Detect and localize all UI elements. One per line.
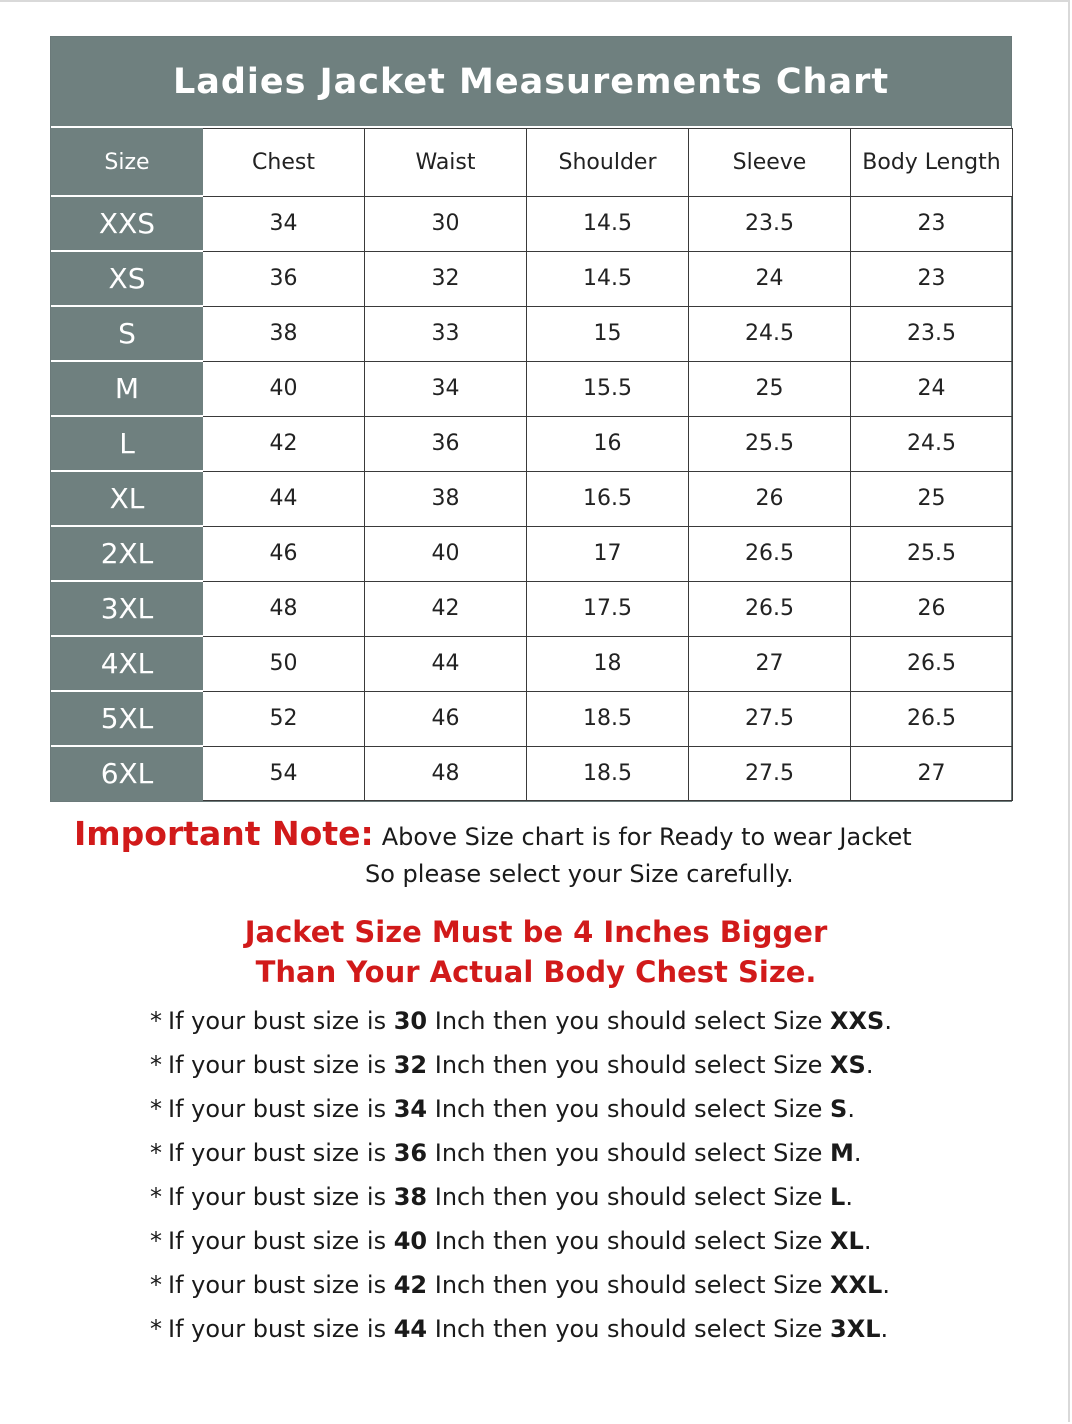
- tip-prefix: If your bust size is: [168, 1007, 387, 1035]
- tip-item: [150, 1175, 1030, 1219]
- waist-cell: 34: [365, 361, 527, 416]
- shoulder-cell: 14.5: [527, 251, 689, 306]
- tip-bullet: *: [150, 1007, 162, 1035]
- shoulder-cell: 14.5: [527, 196, 689, 251]
- chest-cell: 36: [203, 251, 365, 306]
- table-row: [52, 361, 1013, 416]
- sleeve-cell: 25: [689, 361, 851, 416]
- tip-item: [150, 999, 1030, 1043]
- sleeve-cell: 25.5: [689, 416, 851, 471]
- tip-middle: Inch then you should select Size: [434, 1007, 823, 1035]
- tip-prefix: If your bust size is: [168, 1271, 387, 1299]
- body-length-cell: 26: [851, 581, 1013, 636]
- tip-prefix: If your bust size is: [168, 1183, 387, 1211]
- tip-prefix: If your bust size is: [168, 1227, 387, 1255]
- size-cell: XL: [52, 471, 203, 526]
- chart-title: Ladies Jacket Measurements Chart: [51, 37, 1011, 128]
- waist-cell: 40: [365, 526, 527, 581]
- table-row: [52, 581, 1013, 636]
- chest-cell: 50: [203, 636, 365, 691]
- table-body: [52, 196, 1013, 801]
- tip-size-value: XL: [830, 1227, 864, 1255]
- size-tips-list: [150, 999, 1030, 1351]
- chest-cell: 40: [203, 361, 365, 416]
- sleeve-cell: 26: [689, 471, 851, 526]
- table-row: [52, 746, 1013, 801]
- size-table: [51, 128, 1013, 801]
- table-row: [52, 251, 1013, 306]
- tip-bust-value: 44: [393, 1315, 428, 1343]
- size-cell: S: [52, 306, 203, 361]
- column-header-body-length: Body Length: [851, 129, 1013, 197]
- tip-suffix: .: [880, 1315, 889, 1343]
- table-row: [52, 636, 1013, 691]
- tip-item: [150, 1307, 1030, 1351]
- tip-middle: Inch then you should select Size: [434, 1183, 823, 1211]
- tip-suffix: .: [853, 1139, 862, 1167]
- tip-middle: Inch then you should select Size: [434, 1227, 823, 1255]
- tip-size-value: XXS: [830, 1007, 885, 1035]
- tip-size-value: S: [830, 1095, 848, 1123]
- waist-cell: 30: [365, 196, 527, 251]
- shoulder-cell: 18: [527, 636, 689, 691]
- tip-item: [150, 1087, 1030, 1131]
- tip-bust-value: 34: [393, 1095, 428, 1123]
- tip-suffix: .: [882, 1271, 890, 1299]
- warning-line-2: Than Your Actual Body Chest Size.: [255, 955, 817, 989]
- shoulder-cell: 18.5: [527, 746, 689, 801]
- waist-cell: 46: [365, 691, 527, 746]
- chest-cell: 34: [203, 196, 365, 251]
- tip-bust-value: 42: [393, 1271, 428, 1299]
- tip-item: [150, 1043, 1030, 1087]
- waist-cell: 36: [365, 416, 527, 471]
- sleeve-cell: 27: [689, 636, 851, 691]
- size-cell: 5XL: [52, 691, 203, 746]
- body-length-cell: 23: [851, 251, 1013, 306]
- tip-bullet: *: [150, 1095, 162, 1123]
- tip-prefix: If your bust size is: [168, 1051, 387, 1079]
- tip-suffix: .: [847, 1095, 855, 1123]
- waist-cell: 44: [365, 636, 527, 691]
- tip-prefix: If your bust size is: [168, 1095, 387, 1123]
- waist-cell: 32: [365, 251, 527, 306]
- waist-cell: 48: [365, 746, 527, 801]
- tip-bust-value: 36: [393, 1139, 428, 1167]
- body-length-cell: 26.5: [851, 636, 1013, 691]
- tip-size-value: XXL: [830, 1271, 883, 1299]
- size-cell: XS: [52, 251, 203, 306]
- tip-suffix: .: [863, 1227, 872, 1255]
- tip-prefix: If your bust size is: [168, 1139, 387, 1167]
- column-header-size: Size: [52, 129, 203, 197]
- shoulder-cell: 15: [527, 306, 689, 361]
- sleeve-cell: 23.5: [689, 196, 851, 251]
- tip-item: [150, 1131, 1030, 1175]
- sleeve-cell: 26.5: [689, 581, 851, 636]
- table-row: [52, 306, 1013, 361]
- table-row: [52, 526, 1013, 581]
- tip-item: [150, 1263, 1030, 1307]
- column-header-chest: Chest: [203, 129, 365, 197]
- body-length-cell: 24.5: [851, 416, 1013, 471]
- sleeve-cell: 26.5: [689, 526, 851, 581]
- shoulder-cell: 17: [527, 526, 689, 581]
- body-length-cell: 26.5: [851, 691, 1013, 746]
- size-cell: 4XL: [52, 636, 203, 691]
- chest-cell: 46: [203, 526, 365, 581]
- table-row: [52, 471, 1013, 526]
- tip-bullet: *: [150, 1139, 162, 1167]
- tip-bust-value: 38: [393, 1183, 428, 1211]
- size-cell: M: [52, 361, 203, 416]
- shoulder-cell: 17.5: [527, 581, 689, 636]
- chest-cell: 38: [203, 306, 365, 361]
- size-cell: 3XL: [52, 581, 203, 636]
- note-line-2: So please select your Size carefully.: [365, 860, 794, 888]
- shoulder-cell: 15.5: [527, 361, 689, 416]
- shoulder-cell: 18.5: [527, 691, 689, 746]
- column-header-waist: Waist: [365, 129, 527, 197]
- size-cell: 2XL: [52, 526, 203, 581]
- chest-cell: 48: [203, 581, 365, 636]
- waist-cell: 33: [365, 306, 527, 361]
- tip-bullet: *: [150, 1315, 162, 1343]
- tip-bullet: *: [150, 1271, 162, 1299]
- table-row: [52, 196, 1013, 251]
- tip-middle: Inch then you should select Size: [434, 1315, 823, 1343]
- note-line-1: Above Size chart is for Ready to wear Jacket: [381, 823, 912, 851]
- chest-cell: 42: [203, 416, 365, 471]
- tip-middle: Inch then you should select Size: [434, 1271, 823, 1299]
- size-cell: 6XL: [52, 746, 203, 801]
- chest-cell: 44: [203, 471, 365, 526]
- tip-size-value: 3XL: [830, 1315, 881, 1343]
- body-length-cell: 23: [851, 196, 1013, 251]
- tip-middle: Inch then you should select Size: [434, 1139, 823, 1167]
- sleeve-cell: 24.5: [689, 306, 851, 361]
- tip-size-value: XS: [830, 1051, 866, 1079]
- tip-middle: Inch then you should select Size: [434, 1051, 823, 1079]
- tip-bust-value: 32: [393, 1051, 428, 1079]
- tip-prefix: If your bust size is: [168, 1315, 387, 1343]
- column-header-shoulder: Shoulder: [527, 129, 689, 197]
- tip-suffix: .: [865, 1051, 874, 1079]
- waist-cell: 42: [365, 581, 527, 636]
- tip-size-value: M: [830, 1139, 854, 1167]
- chest-cell: 54: [203, 746, 365, 801]
- tip-bullet: *: [150, 1183, 162, 1211]
- note-label: Important Note:: [74, 814, 374, 853]
- sleeve-cell: 27.5: [689, 746, 851, 801]
- table-row: [52, 691, 1013, 746]
- tip-bullet: *: [150, 1227, 162, 1255]
- tip-suffix: .: [845, 1183, 853, 1211]
- body-length-cell: 25.5: [851, 526, 1013, 581]
- size-cell: L: [52, 416, 203, 471]
- tip-bullet: *: [150, 1051, 162, 1079]
- tip-bust-value: 30: [393, 1007, 428, 1035]
- tip-suffix: .: [884, 1007, 892, 1035]
- tip-item: [150, 1219, 1030, 1263]
- column-header-sleeve: Sleeve: [689, 129, 851, 197]
- sleeve-cell: 24: [689, 251, 851, 306]
- size-cell: XXS: [52, 196, 203, 251]
- tip-middle: Inch then you should select Size: [434, 1095, 823, 1123]
- important-note: [74, 814, 1004, 853]
- body-length-cell: 25: [851, 471, 1013, 526]
- waist-cell: 38: [365, 471, 527, 526]
- size-chart: [50, 36, 1012, 802]
- tip-bust-value: 40: [393, 1227, 428, 1255]
- body-length-cell: 23.5: [851, 306, 1013, 361]
- sleeve-cell: 27.5: [689, 691, 851, 746]
- tip-size-value: L: [830, 1183, 846, 1211]
- table-row: [52, 416, 1013, 471]
- shoulder-cell: 16.5: [527, 471, 689, 526]
- body-length-cell: 24: [851, 361, 1013, 416]
- chest-cell: 52: [203, 691, 365, 746]
- warning-line-1: Jacket Size Must be 4 Inches Bigger: [244, 915, 828, 949]
- body-length-cell: 27: [851, 746, 1013, 801]
- header-row: [52, 129, 1013, 197]
- shoulder-cell: 16: [527, 416, 689, 471]
